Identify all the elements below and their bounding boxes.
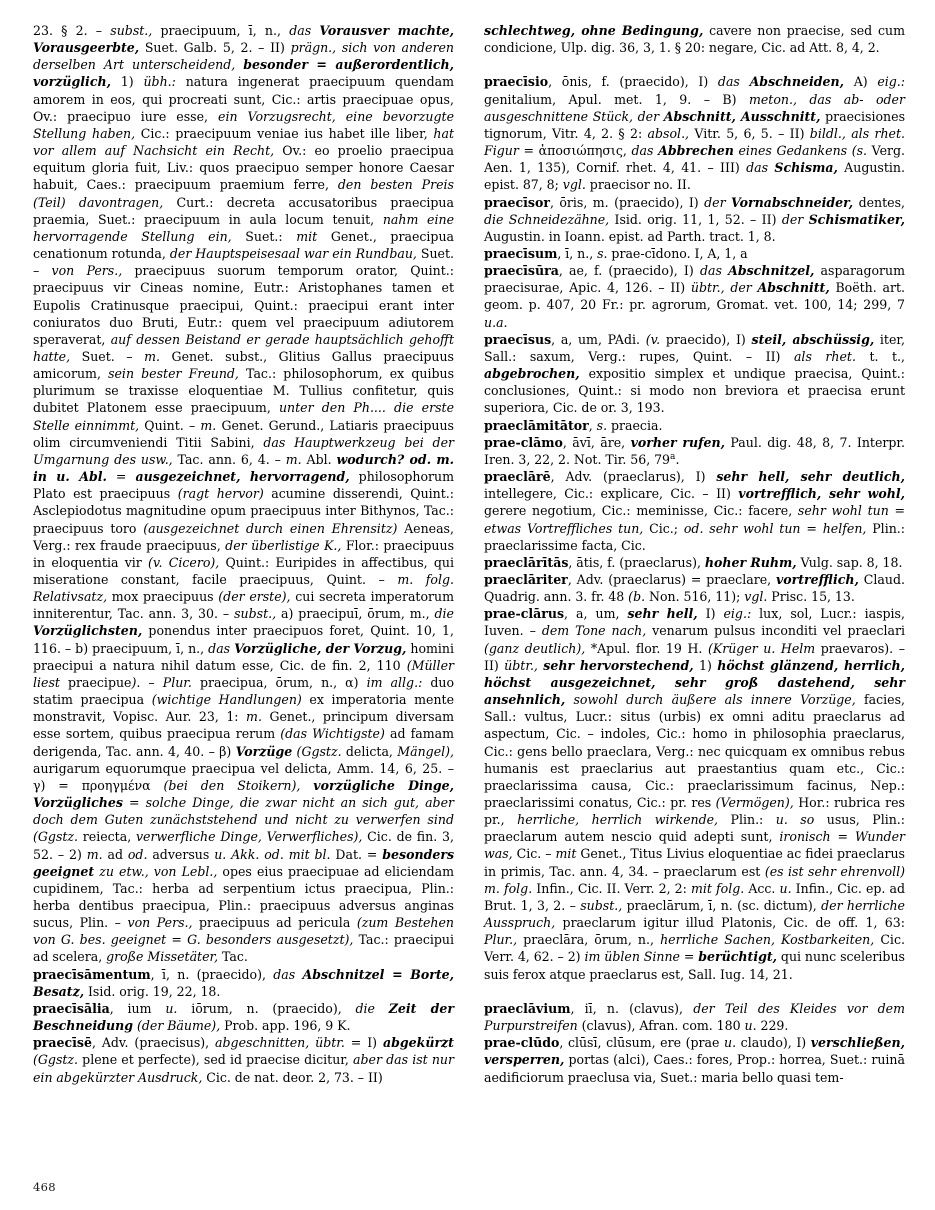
dictionary-entry: prae-clūdo, clūsī, clūsum, ere (prae u. claudo), I) verschließen, versperren, portas (alci), Caes.: fores, Prop.: horrea, Suet.: ruinā aedificiorum praeclusa via, Suet.: maria bello quasi tem- (484, 1035, 905, 1085)
right-column (484, 22, 905, 1086)
dictionary-entry: praecīsē, Adv. (praecisus), abgeschnitten, übtr. = I) abgekürzt (Ggstz. plene et perfecte), sed id praecise dicitur, aber das ist nur ein abgekürzter Ausdruck, Cic. de nat. deor. 2, 73. – II) (33, 1035, 454, 1085)
entry-gap (484, 56, 905, 73)
two-column-layout (33, 22, 906, 1086)
dictionary-entry: praecīsor, ōris, m. (praecido), I) der Vornabschneider, dentes, die Schneidezähne, Isid. orig. 11, 1, 52. – II) der Schismatiker, Augustin. in Ioann. epist. ad Parth. tract. 1, 8. (484, 194, 906, 244)
dictionary-entry: praeclāvium, iī, n. (clavus), der Teil des Kleides vor dem Purpurstreifen (clavus), Afran. com. 180 u. 229. (484, 1000, 906, 1034)
dictionary-entry: praeclārītās, ātis, f. (praeclarus), hoher Ruhm, Vulg. sap. 8, 18. (484, 554, 903, 570)
dictionary-entry: prae-clārus, a, um, sehr hell, I) eig.: lux, sol, Lucr.: iaspis, Iuven. – dem Tone nach, venarum pulsus inconditi vel praeclari (ganz deutlich), *Apul. flor. 19 H. (Krüger u. Helm praevaros). – II) übtr., sehr hervorstechend, 1) höchst glänzend, herrlich, höchst ausgezeichnet, sehr groß dastehend, sehr ansehnlich, sowohl durch äußere als innere Vorzüge, facies, Sall.: vultus, Lucr.: situs (urbis) ex omni aditu praeclarus ad aspectum, Cic. – indoles, Cic.: homo in philosophia praeclarus, Cic.: gens bello praeclara, Verg.: nec quicquam ex omnibus rebus humanis est praeclarius aut praestantius quam etc., Cic.: praeclarissima causa, Cic.: praeclarissimum facinus, Nep.: praeclarissimi conatus, Cic.: pr. res (Vermögen), Hor.: rubrica res pr., herrliche, herrlich wirkende, Plin.: u. so usus, Plin.: praeclarum autem nescio quid adepti sunt, ironisch = Wunder was, Cic. – mit Genet., Titus Livius eloquentiae ac fidei praeclarus in primis, Tac. ann. 4, 34. – praeclarum est (es ist sehr ehrenvoll) m. folg. Infin., Cic. II. Verr. 2, 2: mit folg. Acc. u. Infin., Cic. ep. ad Brut. 1, 3, 2. – subst., praeclārum, ī, n. (sc. dictum), der herrliche Ausspruch, praeclarum igitur illud Platonis, Cic. de off. 1, 63: Plur., praeclāra, ōrum, n., herrliche Sachen, Kostbarkeiten, Cic. Verr. 4, 62. – 2) im üblen Sinne = berüchtigt, qui nunc sceleribus suis ferox atque praeclarus est, Sall. Iug. 14, 21. (484, 606, 906, 982)
dictionary-entry: praecīsio, ōnis, f. (praecido), I) das Abschneiden, A) eig.: genitalium, Apul. met. 1, 9. – B) meton., das ab- oder ausgeschnittene Stück, der Abschnitt, Ausschnitt, praecisiones tignorum, Vitr. 4, 2. § 2: absol., Vitr. 5, 6, 5. – II) bildl., als rhet. Figur = ἀποσιώπησις, das Abbrechen eines Gedankens (s. Verg. Aen. 1, 135), Cornif. rhet. 4, 41. – III) das Schisma, Augustin. epist. 87, 8; vgl. praecisor no. II. (484, 74, 906, 193)
dictionary-entry: praecīsus, a, um, PAdi. (v. praecido), I) steil, abschüssig, iter, Sall.: saxum, Verg.: rupes, Quint. – II) als rhet. t. t., abgebrochen, expositio simplex et undique praecisa, Quint.: conclusiones, Quint.: si modo non breviora et praecisa erunt superiora, Cic. de or. 3, 193. (484, 331, 906, 416)
entry-gap (484, 983, 905, 1000)
dictionary-entry: praeclāmitātor, s. praecia. (484, 417, 663, 433)
dictionary-entry: praecīsāmentum, ī, n. (praecido), das Abschnitzel = Borte, Besatz, Isid. orig. 19, 22, 18. (33, 966, 455, 999)
dictionary-entry: praecīsūra, ae, f. (praecido), I) das Abschnitzel, asparagorum praecisurae, Apic. 4, 126. – II) übtr., der Abschnitt, Boëth. art. geom. p. 407, 20 Fr.: pr. agrorum, Gromat. vet. 100, 14; 299, 7 u.a. (484, 263, 906, 330)
dictionary-entry: praeclārē, Adv. (praeclarus), I) sehr hell, sehr deutlich, intellegere, Cic.: explicare, Cic. – II) vortrefflich, sehr wohl, gerere negotium, Cic.: meminisse, Cic.: facere, sehr wohl tun = etwas Vortreffliches tun, Cic.; od. sehr wohl tun = helfen, Plin.: praeclarissime facta, Cic. (484, 469, 906, 553)
dictionary-entry: praecīsālia, ium u. iōrum, n. (praecido), die Zeit der Beschneidung (der Bäume), Prob. app. 196, 9 K. (33, 1000, 454, 1034)
dictionary-entry: prae-clāmo, āvī, āre, vorher rufen, Paul. dig. 48, 8, 7. Interpr. Iren. 3, 22, 2. Not. Tir. 56, 79$^a$. (484, 434, 906, 467)
dictionary-entry: 23. § 2. – subst., praecipuum, ī, n., das Vorausver machte, Vorausgeerbte, Suet. Galb. 5, 2. – II) prägn., sich von anderen derselben Art unterscheidend, besonder = außerordentlich, vorzüglich, 1) übh.: natura ingenerat praecipuum quendam amorem in eos, qui procreati sunt, Cic.: artis praecipuae opus, Ov.: praecipuo iure esse, ein Vorzugsrecht, eine bevorzugte Stellung haben, Cic.: praecipuum veniae ius habet ille liber, hat vor allem auf Nachsicht ein Recht, Ov.: eo proelio praecipua equitum gloria fuit, Liv.: quos praecipuo semper honore Caesar habuit, Caes.: praecipuum praemium ferre, den besten Preis (Teil) davontragen, Curt.: decreta accusatoribus praecipua praemia, Suet.: praecipuum in aula locum tenuit, nahm eine hervorragende Stellung ein, Suet.: mit Genet., praecipua cenationum rotunda, der Hauptspeisesaal war ein Rundbau, Suet. – von Pers., praecipuus suorum temporum orator, Quint.: praecipuus vir Cineas nomine, Eutr.: Aristophanes tamen et Eupolis Cratinusque praecipui, Quint.: praecipui erant inter coniuratos duo Bruti, Eutr.: quem vel praecipuum adiutorem speraverat, auf dessen Beistand er gerade hauptsächlich gehofft hatte, Suet. – m. Genet. subst., Glitius Gallus praecipuus amicorum, sein bester Freund, Tac.: philosophorum, ex quibus plurimum se traxisse eloquentiae M. Tullius confitetur, quis dubitet Platonem esse praecipuum, unter den Ph.... die erste Stelle einnimmt, Quint. – m. Genet. Gerund., Latiaris praecipuus olim circumveniendi Titii Sabini, das Hauptwerkzeug bei der Umgarnung des usw., Tac. ann. 6, 4. – m. Abl. wodurch? od. m. in u. Abl. = ausgezeichnet, hervorragend, philosophorum Plato est praecipuus (ragt hervor) acumine disserendi, Quint.: Asclepiodotus magnitudine opum praecipuus inter Bithynos, Tac.: praecipuus toro (ausgezeichnet durch einen Ehrensitz) Aeneas, Verg.: rex fraude praecipuus, der überlistige K., Flor.: praecipuus in eloquentia vir (v. Cicero), Quint.: Euripides in affectibus, qui miseratione constant, facile praecipuus, Quint. – m. folg. Relativsatz, mox praecipuus (der erste), cui secreta imperatorum inniterentur, Tac. ann. 3, 30. – subst., a) praecipuī, ōrum, m., die Vorzüglichsten, ponendus inter praecipuos foret, Quint. 10, 1, 116. – b) praecipuum, ī, n., das Vorzügliche, der Vorzug, homini praecipui a natura nihil datum esse, Cic. de fin. 2, 110 (Müller liest praecipue). – Plur. praecipua, ōrum, n., α) im allg.: duo statim praecipua (wichtige Handlungen) ex imperatoria mente monstravit, Vopisc. Aur. 23, 1: m. Genet., principum diversam esse sortem, quibus praecipua rerum (das Wichtigste) ad famam derigenda, Tac. ann. 4, 40. – β) Vorzüge (Ggstz. delicta, Mängel), aurigarum equorumque praecipua vel delicta, Amm. 14, 6, 25. – γ) = προηγμένα (bei den Stoikern), vorzügliche Dinge, Vorzügliches = solche Dinge, die zwar nicht an sich gut, aber doch dem Guten zunächststehend und nicht zu verwerfen sind (Ggstz. reiecta, verwerfliche Dinge, Verwerfliches), Cic. de fin. 3, 52. – 2) m. ad od. adversus u. Akk. od. mit bl. Dat. = besonders geeignet zu etw., von Lebl., opes eius praecipuae ad eliciendam cupidinem, Tac.: herba ad serpentium ictus praecipua, Plin.: herba dentibus praecipua, Plin.: praecipuus adversus anginas sucus, Plin. – von Pers., praecipuus ad pericula (zum Bestehen von G. bes. geeignet = G. besonders ausgesetzt), Tac.: praecipui ad scelera, große Missetäter, Tac. (33, 23, 455, 965)
dictionary-entry: praeclāriter, Adv. (praeclarus) = praeclare, vortrefflich, Claud. Quadrig. ann. 3. fr. 48 (b. Non. 516, 11); vgl. Prisc. 15, 13. (484, 571, 905, 605)
page-number: 468 (33, 1180, 56, 1194)
left-column (33, 22, 454, 1086)
dictionary-entry: schlechtweg, ohne Bedingung, cavere non praecise, sed cum condicione, Ulp. dig. 36, 3, 1. § 20: negare, Cic. ad Att. 8, 4, 2. (484, 23, 905, 56)
dictionary-entry: praecīsum, ī, n., s. prae-cīdono. I, A, 1, a (484, 246, 748, 262)
